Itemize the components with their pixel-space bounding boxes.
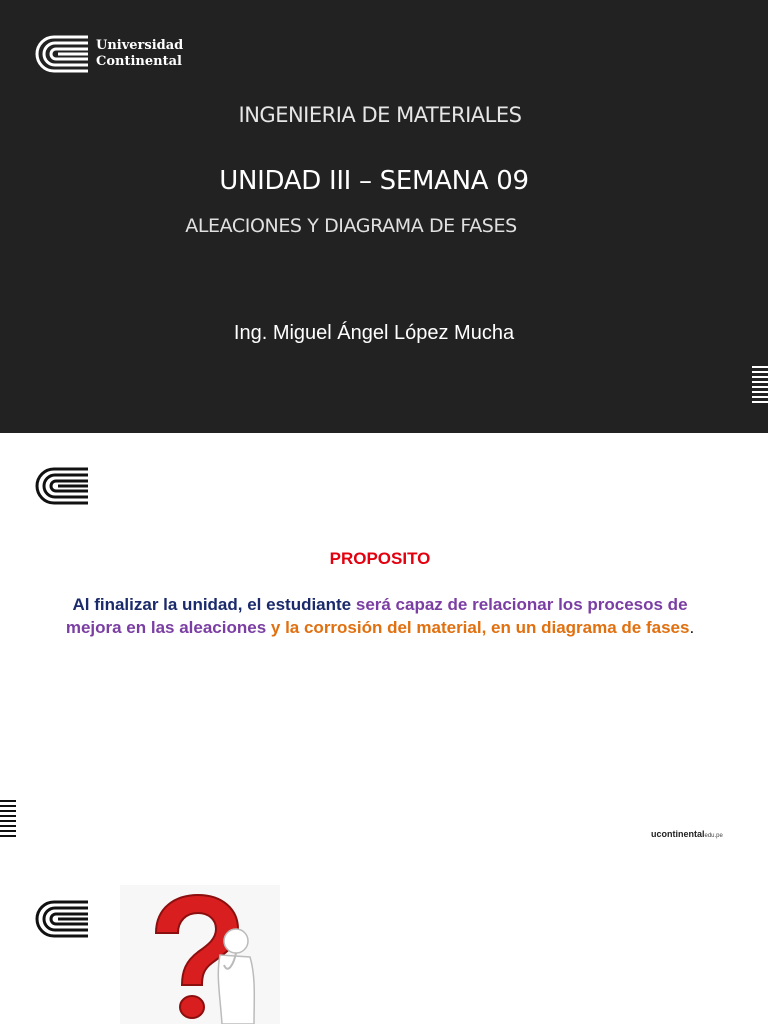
- topic-title: ALEACIONES Y DIAGRAMA DE FASES: [185, 215, 517, 237]
- course-title: INGENIERIA DE MATERIALES: [238, 103, 522, 127]
- purpose-text: [60, 593, 700, 639]
- brand-line-2: Continental: [96, 54, 182, 69]
- footer-site-domain: edu.pe: [704, 833, 723, 839]
- purpose-text-part-1: Al finalizar la unidad, el estudiante: [72, 595, 356, 614]
- footer-site-name: ucontinental: [651, 829, 705, 839]
- author-name: Ing. Miguel Ángel López Mucha: [233, 322, 515, 344]
- purpose-text-part-3: y la corrosión del material, en un diagrama de fases: [266, 618, 690, 637]
- university-brand: [96, 38, 183, 70]
- purpose-text-part-2: será capaz de relacionar los procesos de mejora en las aleaciones: [65, 595, 688, 637]
- brand-line-1: Universidad: [96, 38, 184, 53]
- footer-website: [651, 829, 723, 839]
- intro-slide: [0, 865, 768, 1024]
- continental-logo-icon: [34, 899, 90, 939]
- purpose-slide: [0, 433, 768, 865]
- side-bars-icon: [0, 800, 16, 840]
- purpose-heading: PROPOSITO: [329, 549, 431, 568]
- side-bars-icon: [752, 366, 768, 406]
- title-slide: [0, 0, 768, 433]
- question-mark-figure-icon: [120, 885, 280, 1024]
- continental-logo-icon: [34, 34, 90, 74]
- purpose-text-part-4: .: [689, 618, 695, 637]
- unit-title: UNIDAD III – SEMANA 09: [219, 166, 529, 196]
- continental-logo-icon: [34, 466, 90, 506]
